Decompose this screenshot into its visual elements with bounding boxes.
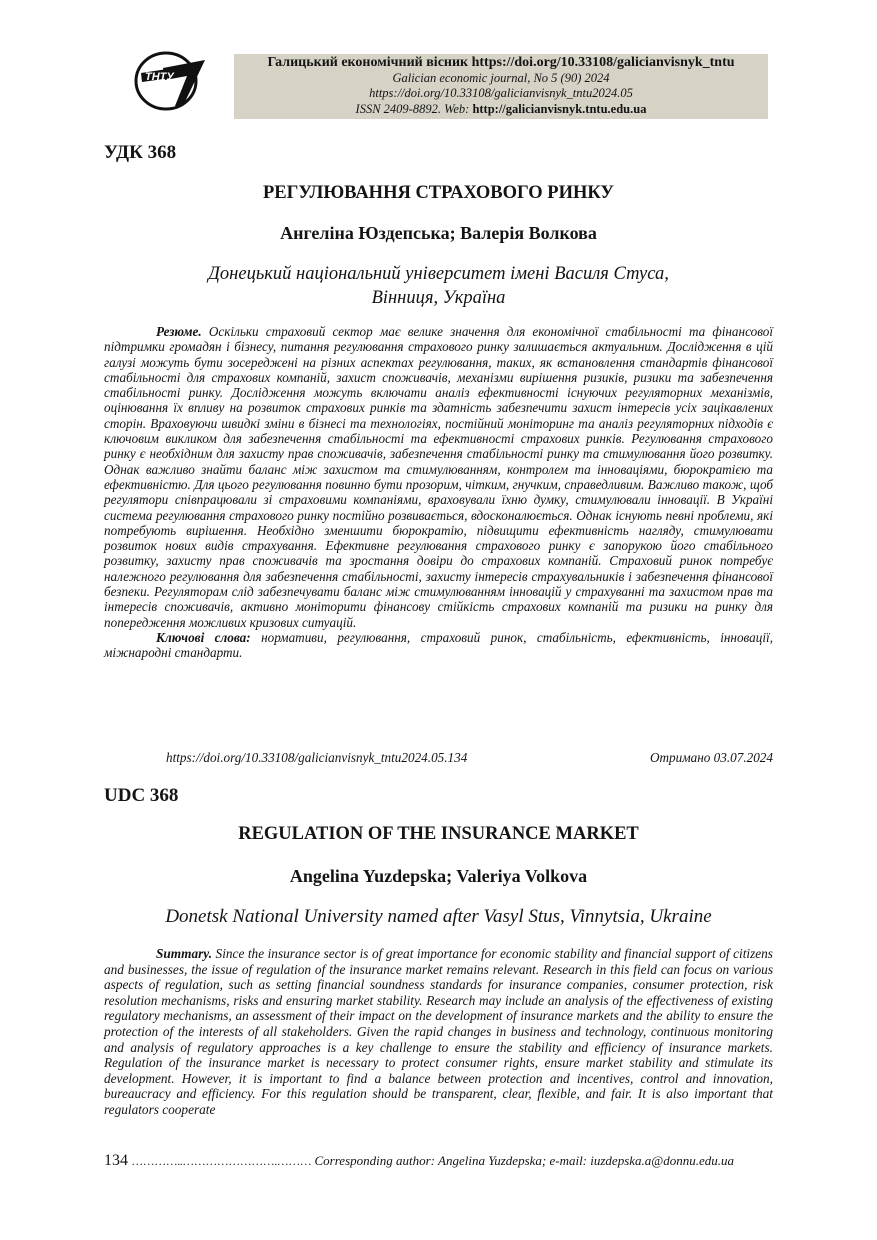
summary-en — [104, 946, 773, 1118]
title-en: REGULATION OF THE INSURANCE MARKET — [238, 824, 639, 844]
udc-ua: УДК 368 — [104, 142, 177, 163]
corresponding-author: Corresponding author: Angelina Yuzdepska; e-mail: iuzdepska.a@donnu.edu.ua — [314, 1153, 735, 1168]
abstract-text: Оскільки страховий сектор має велике значення для економічної стабільності та фінансової підтримки громадян і бізнесу, питання регулювання страхового ринку залишається актуальним. Дослідження в цій галузі можуть бути зосереджені на різних аспектах регулювання, таких, як встановлення стандартів фінансової стабільності для страхових компаній, захист споживачів, механізми вирішення ризиків, ризики та забезпечення стабільності ринку. Дослідження можуть включати аналіз ефективності існуючих регуляторних механізмів, оцінювання їх впливу на розвиток страхових ринків та здатність забезпечити захист інтересів усіх зацікавлених сторін. Враховуючи швидкі зміни в бізнесі та технологіях, постійний моніторинг та аналіз регуляторних підходів є ключовим викликом для забезпечення стабільності та ефективності страхових ринків. Регулювання страхового ринку є необхідним для захисту прав споживачів, забезпечення стабільності ринку та стимулювання його розвитку. Однак важливо знайти баланс між захистом та стимулюванням, контролем та інноваціями, бюрократією та ефективністю. Для цього регулювання повинно бути прозорим, чітким, гнучким, справедливим. Важливо також, щоб регулятори співпрацювали зі страховими компаніями, враховували їхню думку, стимулювали інновації. В Україні система регулювання страхового ринку постійно розвивається, вдосконалюється. Однак існують певні проблеми, які потребують вирішення. Необхідно зменшити бюрократію, підвищити ефективність нагляду, стимулювати розвиток нових видів страхування. Ефективне регулювання страхового ринку є запорукою його стабільного розвитку, захисту прав споживачів та зростання довіри до страхових компаній. Страховий ринок потребує належного регулювання для забезпечення стабільності, захисту інтересів страхувальників і забезпечення фінансової безпеки. Регуляторам слід забезпечувати баланс між стимулюванням інновацій у страхуванні та захистом прав та інтересів споживачів, активно моніторити фінансову стійкість страхових компаній та ризики на ринку для попередження можливих кризових ситуацій. — [104, 324, 773, 630]
university-logo-icon — [133, 50, 209, 112]
journal-website-link[interactable]: http://galicianvisnyk.tntu.edu.ua — [472, 101, 647, 116]
received-date: Отримано 03.07.2024 — [649, 750, 773, 765]
page-number: 134 — [104, 1152, 128, 1169]
affiliation-ua-line1: Донецький національний університет імені Василя Стуса, — [208, 264, 669, 284]
title-ua: РЕГУЛЮВАННЯ СТРАХОВОГО РИНКУ — [262, 183, 615, 203]
abstract-label: Резюме. — [156, 324, 202, 339]
article-doi-link[interactable]: https://doi.org/10.33108/galicianvisnyk_tntu2024.05.134 — [166, 750, 468, 765]
issn-prefix: ISSN 2409-8892. Web: — [355, 101, 473, 116]
journal-header-doi: https://doi.org/10.33108/galicianvisnyk_tntu2024.05 — [369, 86, 633, 100]
affiliation-en: Donetsk National University named after Vasyl Stus, Vinnytsia, Ukraine — [165, 906, 712, 927]
svg-text:ТНТУ: ТНТУ — [145, 71, 174, 83]
keywords-text: нормативи, регулювання, страховий ринок, стабільність, ефективність, інновації, міжнародні стандарти. — [104, 629, 773, 661]
keywords-label: Ключові слова: — [156, 629, 251, 645]
page-footer — [104, 1152, 784, 1170]
summary-label: Summary. — [156, 946, 213, 961]
udc-en: UDC 368 — [104, 785, 179, 806]
journal-header — [234, 54, 768, 119]
journal-header-title: Галицький економічний вісник https://doi.org/10.33108/galicianvisnyk_tntu — [267, 55, 735, 70]
authors-en: Angelina Yuzdepska; Valeriya Volkova — [289, 866, 588, 886]
journal-header-issue: Galician economic journal, No 5 (90) 2024 — [392, 70, 610, 85]
affiliation-ua — [0, 262, 877, 310]
doi-received-row — [166, 750, 773, 766]
journal-header-issn — [234, 102, 768, 118]
authors-ua: Ангеліна Юздепська; Валерія Волкова — [280, 223, 597, 243]
affiliation-ua-line2: Вінниця, Україна — [371, 288, 506, 308]
footer-dots: …………..…………………….……… — [131, 1154, 312, 1168]
abstract-ua — [104, 324, 773, 661]
summary-text: Since the insurance sector is of great importance for economic stability and financial support of citizens and businesses, the issue of regulation of the insurance market remains relevant. Research in this field can focus on various aspects of regulation, such as setting financial soundness standards for insurance companies, consumer protection, risk resolution mechanisms, risks and ensuring market stability. Research may include an analysis of the effectiveness of existing regulatory mechanisms, an assessment of their impact on the development of insurance markets and the ability to ensure the protection of the interests of all stakeholders. Given the rapid changes in business and technology, continuous monitoring and analysis of regulatory approaches is a key challenge to ensure the stability and efficiency of insurance markets. Regulation of the insurance market is necessary to protect consumer rights, ensure market stability and stimulate its development. However, it is important to find a balance between protection and incentives, control and innovation, bureaucracy and efficiency. For this regulation should be transparent, clear, flexible, and fair. It is also important that regulators cooperate — [104, 946, 773, 1117]
